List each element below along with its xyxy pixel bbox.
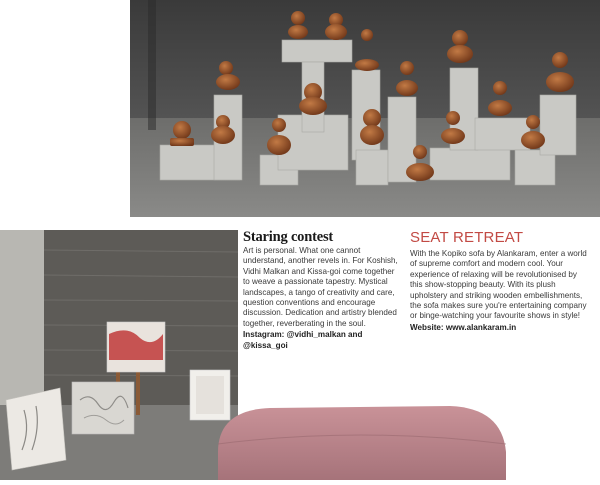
kopiko-sofa-image (210, 404, 510, 480)
article-seat-retreat (410, 229, 590, 333)
article-title: SEAT RETREAT (410, 229, 524, 246)
article-staring-contest (243, 229, 403, 351)
art-panels-photo (0, 230, 238, 480)
website-credit: Website: www.alankaram.in (410, 322, 517, 332)
article-body: With the Kopiko sofa by Alankaram, enter a world of supreme comfort and modern cool. Your experience of relaxing will be revolutionised by this show-stopping beauty. With its plush upholstery and striking wooden embellishments, the sofa makes sure you're entertaining company or binge-watching your favourite shows in style! (410, 249, 587, 321)
sculpture-photo (130, 0, 600, 217)
instagram-credit: Instagram: @vidhi_malkan and @kissa_goi (243, 330, 363, 350)
article-body: Art is personal. What one cannot understand, another revels in. For Koshish, Vidhi Malkan and Kissa-goi come together to weave a passionate tapestry. Mystical landscapes, a tango of creativity and care, question conventions and encourage discussion. Dedication and artistry blended together, reverberating in the soul. (243, 246, 398, 328)
article-title: Staring contest (243, 229, 334, 245)
